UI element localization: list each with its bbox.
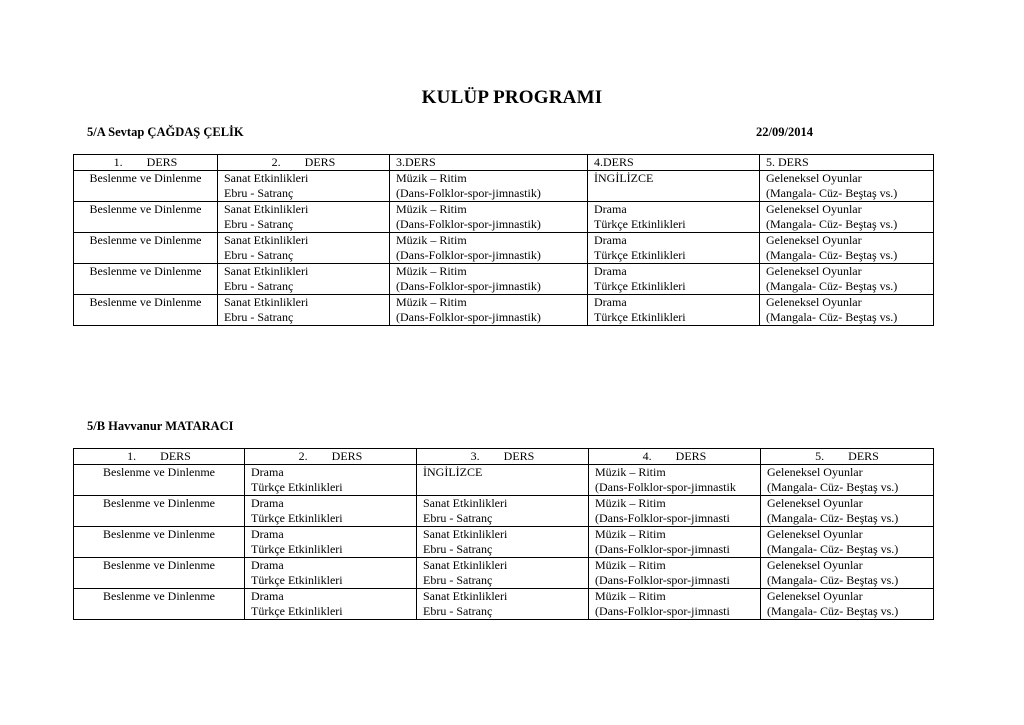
header-cell: 2. DERS xyxy=(218,155,390,171)
cell-text: Ebru - Satranç xyxy=(224,217,294,231)
cell-text: Beslenme ve Dinlenme xyxy=(89,295,202,309)
table-cell xyxy=(760,233,934,264)
table-cell xyxy=(588,233,760,264)
table-cell xyxy=(245,589,417,620)
cell-text: Drama xyxy=(594,233,627,247)
table-cell xyxy=(218,171,390,202)
cell-text: (Dans-Folklor-spor-jimnasti xyxy=(595,542,730,556)
table-cell xyxy=(760,264,934,295)
cell-text: Geleneksel Oyunlar xyxy=(767,465,863,479)
cell-text: (Mangala- Cüz- Beştaş vs.) xyxy=(767,604,899,618)
cell-text: (Mangala- Cüz- Beştaş vs.) xyxy=(766,248,898,262)
cell-text: Türkçe Etkinlikleri xyxy=(251,542,343,556)
cell-text: Müzik – Ritim xyxy=(396,171,467,185)
table-cell xyxy=(588,295,760,326)
cell-text: (Mangala- Cüz- Beştaş vs.) xyxy=(766,217,898,231)
cell-text: Türkçe Etkinlikleri xyxy=(251,511,343,525)
cell-text: Drama xyxy=(594,295,627,309)
cell-text: Ebru - Satranç xyxy=(224,279,294,293)
table-row xyxy=(74,202,934,233)
cell-text: Geleneksel Oyunlar xyxy=(766,295,862,309)
table-cell xyxy=(417,465,589,496)
cell-text: Türkçe Etkinlikleri xyxy=(251,604,343,618)
table-cell xyxy=(589,589,761,620)
cell-text: Müzik – Ritim xyxy=(396,233,467,247)
cell-text: Drama xyxy=(251,527,284,541)
table-cell xyxy=(218,233,390,264)
cell-text: Beslenme ve Dinlenme xyxy=(103,496,215,510)
schedule-date: 22/09/2014 xyxy=(756,125,813,139)
cell-text: Sanat Etkinlikleri xyxy=(423,527,508,541)
header-cell: 5. DERS xyxy=(761,449,934,465)
table-cell xyxy=(74,233,218,264)
table-cell xyxy=(245,465,417,496)
table-cell xyxy=(761,558,934,589)
table-cell xyxy=(761,589,934,620)
cell-text: Geleneksel Oyunlar xyxy=(767,589,863,603)
table-cell xyxy=(74,202,218,233)
cell-text: Türkçe Etkinlikleri xyxy=(594,217,686,231)
cell-text: Beslenme ve Dinlenme xyxy=(103,527,215,541)
cell-text: Drama xyxy=(251,558,284,572)
header-cell: 4. DERS xyxy=(589,449,761,465)
cell-text: Sanat Etkinlikleri xyxy=(224,202,309,216)
table-cell xyxy=(218,202,390,233)
table-cell xyxy=(588,202,760,233)
table-cell xyxy=(390,171,588,202)
table-cell xyxy=(761,496,934,527)
cell-text: Beslenme ve Dinlenme xyxy=(89,202,202,216)
table-cell xyxy=(589,558,761,589)
table-cell xyxy=(761,527,934,558)
cell-text: Geleneksel Oyunlar xyxy=(766,171,862,185)
table-cell xyxy=(390,264,588,295)
cell-text: (Dans-Folklor-spor-jimnastik) xyxy=(396,279,541,293)
table-cell xyxy=(589,465,761,496)
header-cell: 2. DERS xyxy=(245,449,417,465)
table-cell xyxy=(74,496,245,527)
cell-text: Müzik – Ritim xyxy=(396,202,467,216)
table-cell xyxy=(390,233,588,264)
cell-text: Beslenme ve Dinlenme xyxy=(89,171,202,185)
table-cell xyxy=(74,558,245,589)
table-cell xyxy=(588,171,760,202)
cell-text: Ebru - Satranç xyxy=(224,186,294,200)
table-cell xyxy=(760,295,934,326)
cell-text: (Dans-Folklor-spor-jimnastik) xyxy=(396,217,541,231)
cell-text: Sanat Etkinlikleri xyxy=(423,496,508,510)
table-row xyxy=(74,527,934,558)
cell-text: Beslenme ve Dinlenme xyxy=(89,233,202,247)
cell-text: Sanat Etkinlikleri xyxy=(224,233,309,247)
table-row xyxy=(74,558,934,589)
class-5a-label: 5/A Sevtap ÇAĞDAŞ ÇELİK xyxy=(87,125,244,139)
table-cell xyxy=(589,496,761,527)
cell-text: (Mangala- Cüz- Beştaş vs.) xyxy=(766,279,898,293)
cell-text: Müzik – Ritim xyxy=(396,264,467,278)
cell-text: (Mangala- Cüz- Beştaş vs.) xyxy=(767,573,899,587)
class-5b-label: 5/B Havvanur MATARACI xyxy=(87,419,234,433)
cell-text: Müzik – Ritim xyxy=(595,589,666,603)
schedule-table-5b xyxy=(73,448,934,620)
cell-text: Geleneksel Oyunlar xyxy=(766,264,862,278)
table-cell xyxy=(390,295,588,326)
schedule-table-5a xyxy=(73,154,934,326)
header-cell: 3. DERS xyxy=(417,449,589,465)
cell-text: Türkçe Etkinlikleri xyxy=(594,310,686,324)
cell-text: Beslenme ve Dinlenme xyxy=(103,465,215,479)
cell-text: (Dans-Folklor-spor-jimnasti xyxy=(595,573,730,587)
cell-text: (Dans-Folklor-spor-jimnasti xyxy=(595,511,730,525)
cell-text: Ebru - Satranç xyxy=(423,542,493,556)
page-title: KULÜP PROGRAMI xyxy=(421,87,603,108)
table-cell xyxy=(74,171,218,202)
table-cell xyxy=(218,264,390,295)
cell-text: (Dans-Folklor-spor-jimnasti xyxy=(595,604,730,618)
cell-text: Türkçe Etkinlikleri xyxy=(251,480,343,494)
table-cell xyxy=(245,496,417,527)
cell-text: (Dans-Folklor-spor-jimnastik xyxy=(595,480,736,494)
cell-text: Müzik – Ritim xyxy=(595,496,666,510)
cell-text: İNGİLİZCE xyxy=(423,465,483,479)
cell-text: Sanat Etkinlikleri xyxy=(224,295,309,309)
table-cell xyxy=(760,171,934,202)
table-row xyxy=(74,295,934,326)
cell-text: (Mangala- Cüz- Beştaş vs.) xyxy=(767,542,899,556)
table-header-row xyxy=(74,155,934,171)
cell-text: Beslenme ve Dinlenme xyxy=(103,589,215,603)
table-cell xyxy=(74,589,245,620)
table-cell xyxy=(417,527,589,558)
table-cell xyxy=(589,527,761,558)
cell-text: Drama xyxy=(251,496,284,510)
table-cell xyxy=(245,527,417,558)
table-cell xyxy=(390,202,588,233)
cell-text: Drama xyxy=(251,589,284,603)
cell-text: Müzik – Ritim xyxy=(595,558,666,572)
cell-text: (Mangala- Cüz- Beştaş vs.) xyxy=(766,310,898,324)
header-cell: 1. DERS xyxy=(74,449,245,465)
cell-text: Beslenme ve Dinlenme xyxy=(103,558,215,572)
table-cell xyxy=(74,295,218,326)
table-cell xyxy=(417,496,589,527)
cell-text: (Dans-Folklor-spor-jimnastik) xyxy=(396,186,541,200)
cell-text: (Dans-Folklor-spor-jimnastik) xyxy=(396,310,541,324)
cell-text: Beslenme ve Dinlenme xyxy=(89,264,202,278)
cell-text: Geleneksel Oyunlar xyxy=(767,496,863,510)
cell-text: Sanat Etkinlikleri xyxy=(423,589,508,603)
cell-text: Ebru - Satranç xyxy=(224,310,294,324)
cell-text: Sanat Etkinlikleri xyxy=(224,171,309,185)
cell-text: İNGİLİZCE xyxy=(594,171,654,185)
cell-text: Türkçe Etkinlikleri xyxy=(594,248,686,262)
table-row xyxy=(74,496,934,527)
cell-text: Ebru - Satranç xyxy=(423,573,493,587)
cell-text: Geleneksel Oyunlar xyxy=(767,527,863,541)
table-cell xyxy=(218,295,390,326)
table-cell xyxy=(74,264,218,295)
cell-text: Müzik – Ritim xyxy=(595,465,666,479)
table-row xyxy=(74,233,934,264)
cell-text: Ebru - Satranç xyxy=(423,604,493,618)
header-cell: 1. DERS xyxy=(74,155,218,171)
table-cell xyxy=(417,589,589,620)
header-cell: 4.DERS xyxy=(588,155,760,171)
table-cell xyxy=(760,202,934,233)
cell-text: (Mangala- Cüz- Beştaş vs.) xyxy=(767,480,899,494)
table-row xyxy=(74,589,934,620)
cell-text: Drama xyxy=(594,202,627,216)
table-cell xyxy=(761,465,934,496)
table-cell xyxy=(74,527,245,558)
cell-text: Geleneksel Oyunlar xyxy=(766,233,862,247)
cell-text: (Dans-Folklor-spor-jimnastik) xyxy=(396,248,541,262)
table-row xyxy=(74,465,934,496)
table-header-row xyxy=(74,449,934,465)
cell-text: (Mangala- Cüz- Beştaş vs.) xyxy=(766,186,898,200)
table-cell xyxy=(245,558,417,589)
table-cell xyxy=(417,558,589,589)
cell-text: Sanat Etkinlikleri xyxy=(423,558,508,572)
cell-text: Sanat Etkinlikleri xyxy=(224,264,309,278)
header-cell: 5. DERS xyxy=(760,155,934,171)
cell-text: Ebru - Satranç xyxy=(423,511,493,525)
table-cell xyxy=(588,264,760,295)
header-cell: 3.DERS xyxy=(390,155,588,171)
cell-text: Müzik – Ritim xyxy=(396,295,467,309)
cell-text: Geleneksel Oyunlar xyxy=(766,202,862,216)
cell-text: Geleneksel Oyunlar xyxy=(767,558,863,572)
cell-text: Drama xyxy=(251,465,284,479)
cell-text: Drama xyxy=(594,264,627,278)
cell-text: Türkçe Etkinlikleri xyxy=(594,279,686,293)
cell-text: Müzik – Ritim xyxy=(595,527,666,541)
table-cell xyxy=(74,465,245,496)
table-row xyxy=(74,264,934,295)
table-row xyxy=(74,171,934,202)
cell-text: (Mangala- Cüz- Beştaş vs.) xyxy=(767,511,899,525)
cell-text: Ebru - Satranç xyxy=(224,248,294,262)
cell-text: Türkçe Etkinlikleri xyxy=(251,573,343,587)
